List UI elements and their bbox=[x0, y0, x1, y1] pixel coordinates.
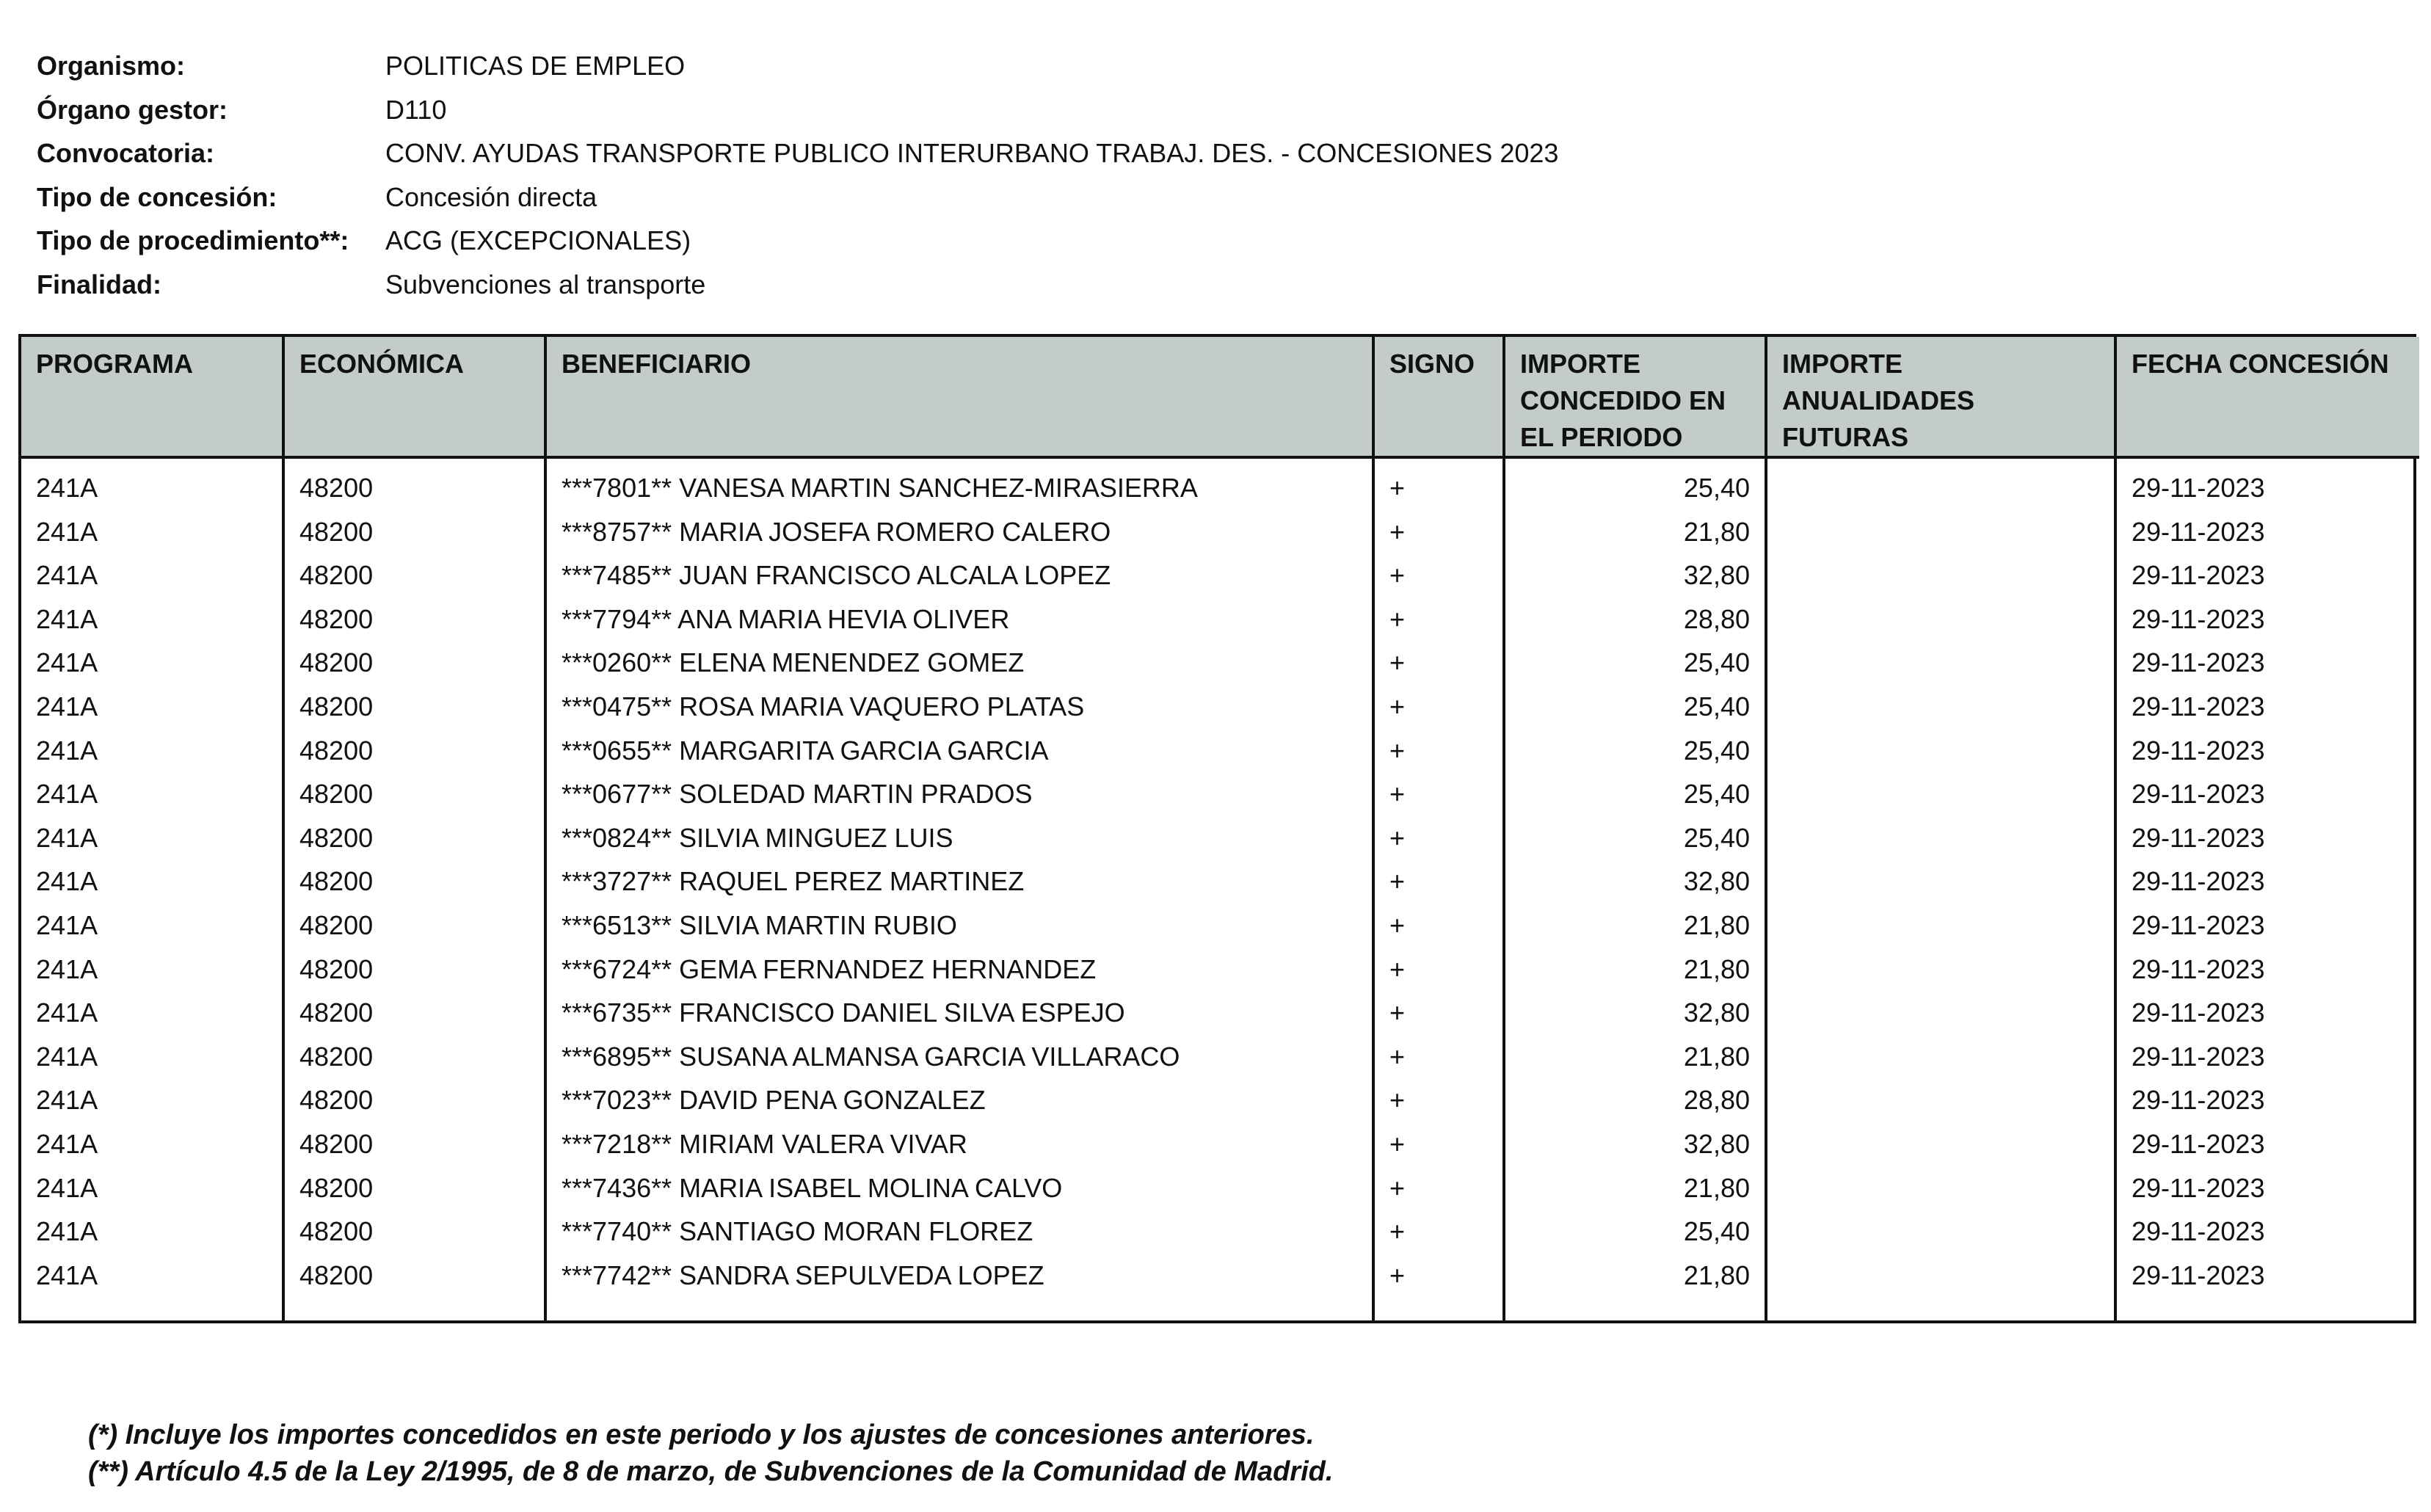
cell-beneficiario: ***8757** MARIA JOSEFA ROMERO CALERO bbox=[545, 510, 1373, 554]
cell-economica: 48200 bbox=[283, 1166, 545, 1210]
meta-value: POLITICAS DE EMPLEO bbox=[385, 51, 686, 81]
cell-signo: + bbox=[1373, 1122, 1504, 1166]
cell-fecha-concesion: 29-11-2023 bbox=[2132, 1216, 2265, 1247]
cell-economica: 48200 bbox=[283, 729, 545, 773]
cell-programa: 241A bbox=[21, 859, 283, 904]
header-signo: SIGNO bbox=[1373, 337, 1504, 457]
meta-value: Concesión directa bbox=[385, 181, 597, 212]
cell-beneficiario: ***7485** JUAN FRANCISCO ALCALA LOPEZ bbox=[545, 553, 1373, 597]
meta-value: Subvenciones al transporte bbox=[385, 269, 706, 299]
cell-programa: 241A bbox=[21, 641, 283, 685]
cell-beneficiario: ***7218** MIRIAM VALERA VIVAR bbox=[545, 1122, 1373, 1166]
cell-beneficiario: ***7801** VANESA MARTIN SANCHEZ-MIRASIERRA bbox=[545, 457, 1373, 510]
meta-finalidad bbox=[37, 263, 1558, 307]
cell-importe-futuras bbox=[1766, 510, 2115, 554]
cell-importe-futuras bbox=[1766, 859, 2115, 904]
cell-importe-futuras bbox=[1766, 904, 2115, 948]
cell-fecha-concesion: 29-11-2023 bbox=[2132, 735, 2265, 766]
footnotes bbox=[88, 1417, 1333, 1490]
table-header-row bbox=[21, 337, 2419, 457]
cell-beneficiario: ***7436** MARIA ISABEL MOLINA CALVO bbox=[545, 1166, 1373, 1210]
meta-label: Órgano gestor: bbox=[37, 94, 228, 125]
document-metadata bbox=[37, 44, 1558, 307]
cell-fecha-concesion: 29-11-2023 bbox=[2132, 1260, 2265, 1290]
cell-importe-concedido: 32,80 bbox=[1504, 1122, 1766, 1166]
cell-economica: 48200 bbox=[283, 685, 545, 729]
cell-beneficiario: ***7742** SANDRA SEPULVEDA LOPEZ bbox=[545, 1254, 1373, 1298]
table-row bbox=[21, 1254, 2419, 1298]
cell-economica: 48200 bbox=[283, 510, 545, 554]
cell-beneficiario: ***0475** ROSA MARIA VAQUERO PLATAS bbox=[545, 685, 1373, 729]
meta-label: Finalidad: bbox=[37, 269, 161, 299]
cell-importe-futuras bbox=[1766, 1210, 2115, 1254]
cell-signo: + bbox=[1373, 729, 1504, 773]
meta-label: Convocatoria: bbox=[37, 138, 215, 169]
cell-importe-concedido: 28,80 bbox=[1504, 597, 1766, 641]
cell-programa: 241A bbox=[21, 1166, 283, 1210]
cell-economica: 48200 bbox=[283, 1210, 545, 1254]
table-row bbox=[21, 510, 2419, 554]
cell-programa: 241A bbox=[21, 1210, 283, 1254]
cell-programa: 241A bbox=[21, 457, 283, 510]
cell-signo: + bbox=[1373, 457, 1504, 510]
table-row bbox=[21, 991, 2419, 1035]
cell-economica: 48200 bbox=[283, 1122, 545, 1166]
cell-signo: + bbox=[1373, 1035, 1504, 1079]
cell-beneficiario: ***7740** SANTIAGO MORAN FLOREZ bbox=[545, 1210, 1373, 1254]
cell-programa: 241A bbox=[21, 1254, 283, 1298]
table-row bbox=[21, 457, 2419, 510]
table-row bbox=[21, 641, 2419, 685]
cell-economica: 48200 bbox=[283, 597, 545, 641]
cell-importe-concedido: 25,40 bbox=[1504, 816, 1766, 860]
cell-importe-concedido: 32,80 bbox=[1504, 859, 1766, 904]
table-row bbox=[21, 1078, 2419, 1122]
cell-programa: 241A bbox=[21, 816, 283, 860]
meta-value: ACG (EXCEPCIONALES) bbox=[385, 225, 691, 256]
cell-fecha-concesion: 29-11-2023 bbox=[2132, 560, 2265, 591]
cell-programa: 241A bbox=[21, 597, 283, 641]
table-body bbox=[21, 457, 2419, 1320]
cell-signo: + bbox=[1373, 597, 1504, 641]
cell-beneficiario: ***0824** SILVIA MINGUEZ LUIS bbox=[545, 816, 1373, 860]
cell-signo: + bbox=[1373, 991, 1504, 1035]
cell-beneficiario: ***7023** DAVID PENA GONZALEZ bbox=[545, 1078, 1373, 1122]
meta-label: Tipo de procedimiento**: bbox=[37, 225, 349, 256]
cell-programa: 241A bbox=[21, 510, 283, 554]
cell-importe-concedido: 21,80 bbox=[1504, 1166, 1766, 1210]
cell-signo: + bbox=[1373, 641, 1504, 685]
table-row bbox=[21, 685, 2419, 729]
cell-importe-futuras bbox=[1766, 553, 2115, 597]
cell-beneficiario: ***6735** FRANCISCO DANIEL SILVA ESPEJO bbox=[545, 991, 1373, 1035]
meta-label: Organismo: bbox=[37, 51, 186, 81]
cell-fecha-concesion: 29-11-2023 bbox=[2132, 691, 2265, 722]
cell-fecha-concesion: 29-11-2023 bbox=[2132, 822, 2265, 853]
cell-importe-concedido: 25,40 bbox=[1504, 641, 1766, 685]
cell-signo: + bbox=[1373, 859, 1504, 904]
cell-fecha-concesion: 29-11-2023 bbox=[2132, 1128, 2265, 1159]
cell-programa: 241A bbox=[21, 685, 283, 729]
cell-signo: + bbox=[1373, 948, 1504, 992]
cell-importe-concedido: 25,40 bbox=[1504, 457, 1766, 510]
cell-fecha-concesion: 29-11-2023 bbox=[2132, 1172, 2265, 1203]
cell-importe-futuras bbox=[1766, 1254, 2115, 1298]
cell-importe-concedido: 25,40 bbox=[1504, 1210, 1766, 1254]
cell-beneficiario: ***6724** GEMA FERNANDEZ HERNANDEZ bbox=[545, 948, 1373, 992]
cell-economica: 48200 bbox=[283, 991, 545, 1035]
table-row bbox=[21, 597, 2419, 641]
meta-value: CONV. AYUDAS TRANSPORTE PUBLICO INTERURBANO TRABAJ. DES. - CONCESIONES 2023 bbox=[385, 138, 1559, 169]
cell-importe-concedido: 28,80 bbox=[1504, 1078, 1766, 1122]
table-row bbox=[21, 772, 2419, 816]
cell-signo: + bbox=[1373, 1210, 1504, 1254]
cell-economica: 48200 bbox=[283, 553, 545, 597]
cell-importe-futuras bbox=[1766, 685, 2115, 729]
cell-importe-concedido: 21,80 bbox=[1504, 1035, 1766, 1079]
meta-label: Tipo de concesión: bbox=[37, 181, 277, 212]
cell-signo: + bbox=[1373, 1254, 1504, 1298]
cell-economica: 48200 bbox=[283, 1254, 545, 1298]
cell-beneficiario: ***0655** MARGARITA GARCIA GARCIA bbox=[545, 729, 1373, 773]
table-row bbox=[21, 816, 2419, 860]
cell-importe-concedido: 21,80 bbox=[1504, 948, 1766, 992]
meta-tipo-concesion bbox=[37, 175, 1558, 219]
cell-fecha-concesion: 29-11-2023 bbox=[2132, 1085, 2265, 1116]
cell-importe-concedido: 25,40 bbox=[1504, 729, 1766, 773]
cell-beneficiario: ***0677** SOLEDAD MARTIN PRADOS bbox=[545, 772, 1373, 816]
header-economica: ECONÓMICA bbox=[283, 337, 545, 457]
header-programa: PROGRAMA bbox=[21, 337, 283, 457]
cell-fecha-concesion: 29-11-2023 bbox=[2132, 516, 2265, 547]
meta-organismo bbox=[37, 44, 1558, 88]
cell-beneficiario: ***6895** SUSANA ALMANSA GARCIA VILLARACO bbox=[545, 1035, 1373, 1079]
meta-convocatoria bbox=[37, 131, 1558, 175]
cell-signo: + bbox=[1373, 904, 1504, 948]
cell-economica: 48200 bbox=[283, 772, 545, 816]
cell-fecha-concesion: 29-11-2023 bbox=[2132, 603, 2265, 634]
cell-importe-futuras bbox=[1766, 641, 2115, 685]
header-beneficiario: BENEFICIARIO bbox=[545, 337, 1373, 457]
cell-signo: + bbox=[1373, 685, 1504, 729]
cell-signo: + bbox=[1373, 1166, 1504, 1210]
cell-fecha-concesion: 29-11-2023 bbox=[2132, 909, 2265, 940]
cell-programa: 241A bbox=[21, 991, 283, 1035]
cell-programa: 241A bbox=[21, 904, 283, 948]
cell-fecha-concesion: 29-11-2023 bbox=[2132, 953, 2265, 984]
table-row bbox=[21, 553, 2419, 597]
cell-programa: 241A bbox=[21, 1035, 283, 1079]
grants-table bbox=[18, 334, 2416, 1323]
footnote-importes: (*) Incluye los importes concedidos en este periodo y los ajustes de concesiones anteriores. bbox=[88, 1420, 1315, 1450]
cell-importe-futuras bbox=[1766, 457, 2115, 510]
cell-economica: 48200 bbox=[283, 1035, 545, 1079]
cell-importe-futuras bbox=[1766, 1078, 2115, 1122]
cell-fecha-concesion: 29-11-2023 bbox=[2132, 779, 2265, 810]
table-row bbox=[21, 948, 2419, 992]
cell-signo: + bbox=[1373, 772, 1504, 816]
cell-importe-concedido: 25,40 bbox=[1504, 772, 1766, 816]
cell-importe-futuras bbox=[1766, 597, 2115, 641]
footnote-articulo: (**) Artículo 4.5 de la Ley 2/1995, de 8 de marzo, de Subvenciones de la Comunidad de Madrid. bbox=[88, 1456, 1334, 1487]
cell-signo: + bbox=[1373, 510, 1504, 554]
cell-beneficiario: ***6513** SILVIA MARTIN RUBIO bbox=[545, 904, 1373, 948]
cell-economica: 48200 bbox=[283, 859, 545, 904]
cell-economica: 48200 bbox=[283, 641, 545, 685]
table-row bbox=[21, 904, 2419, 948]
cell-importe-concedido: 21,80 bbox=[1504, 510, 1766, 554]
table-row bbox=[21, 859, 2419, 904]
cell-beneficiario: ***0260** ELENA MENENDEZ GOMEZ bbox=[545, 641, 1373, 685]
cell-importe-futuras bbox=[1766, 816, 2115, 860]
cell-economica: 48200 bbox=[283, 904, 545, 948]
table-filler-row bbox=[21, 1297, 2419, 1320]
cell-signo: + bbox=[1373, 1078, 1504, 1122]
cell-fecha-concesion: 29-11-2023 bbox=[2132, 866, 2265, 897]
cell-beneficiario: ***3727** RAQUEL PEREZ MARTINEZ bbox=[545, 859, 1373, 904]
meta-value: D110 bbox=[385, 94, 447, 125]
cell-importe-futuras bbox=[1766, 1035, 2115, 1079]
cell-importe-concedido: 21,80 bbox=[1504, 1254, 1766, 1298]
cell-economica: 48200 bbox=[283, 816, 545, 860]
cell-importe-futuras bbox=[1766, 991, 2115, 1035]
cell-programa: 241A bbox=[21, 553, 283, 597]
meta-tipo-procedimiento bbox=[37, 219, 1558, 263]
table-row bbox=[21, 1122, 2419, 1166]
meta-organo-gestor bbox=[37, 88, 1558, 132]
cell-importe-concedido: 32,80 bbox=[1504, 553, 1766, 597]
cell-economica: 48200 bbox=[283, 948, 545, 992]
header-importe-futuras: IMPORTE ANUALIDADES FUTURAS bbox=[1766, 337, 2115, 457]
cell-importe-futuras bbox=[1766, 729, 2115, 773]
cell-programa: 241A bbox=[21, 729, 283, 773]
cell-fecha-concesion: 29-11-2023 bbox=[2132, 1041, 2265, 1072]
cell-signo: + bbox=[1373, 553, 1504, 597]
table-row bbox=[21, 1166, 2419, 1210]
cell-importe-futuras bbox=[1766, 948, 2115, 992]
cell-signo: + bbox=[1373, 816, 1504, 860]
cell-programa: 241A bbox=[21, 1122, 283, 1166]
cell-importe-futuras bbox=[1766, 1166, 2115, 1210]
cell-importe-concedido: 32,80 bbox=[1504, 991, 1766, 1035]
table-row bbox=[21, 729, 2419, 773]
header-importe-concedido: IMPORTE CONCEDIDO EN EL PERIODO bbox=[1504, 337, 1766, 457]
cell-beneficiario: ***7794** ANA MARIA HEVIA OLIVER bbox=[545, 597, 1373, 641]
cell-fecha-concesion: 29-11-2023 bbox=[2132, 473, 2265, 503]
cell-programa: 241A bbox=[21, 1078, 283, 1122]
cell-importe-concedido: 25,40 bbox=[1504, 685, 1766, 729]
cell-programa: 241A bbox=[21, 772, 283, 816]
cell-importe-futuras bbox=[1766, 772, 2115, 816]
header-fecha-concesion: FECHA CONCESIÓN bbox=[2115, 337, 2419, 457]
table-row bbox=[21, 1210, 2419, 1254]
cell-fecha-concesion: 29-11-2023 bbox=[2132, 647, 2265, 678]
cell-importe-concedido: 21,80 bbox=[1504, 904, 1766, 948]
table-row bbox=[21, 1035, 2419, 1079]
cell-importe-futuras bbox=[1766, 1122, 2115, 1166]
cell-fecha-concesion: 29-11-2023 bbox=[2132, 997, 2265, 1028]
cell-programa: 241A bbox=[21, 948, 283, 992]
cell-economica: 48200 bbox=[283, 457, 545, 510]
cell-economica: 48200 bbox=[283, 1078, 545, 1122]
